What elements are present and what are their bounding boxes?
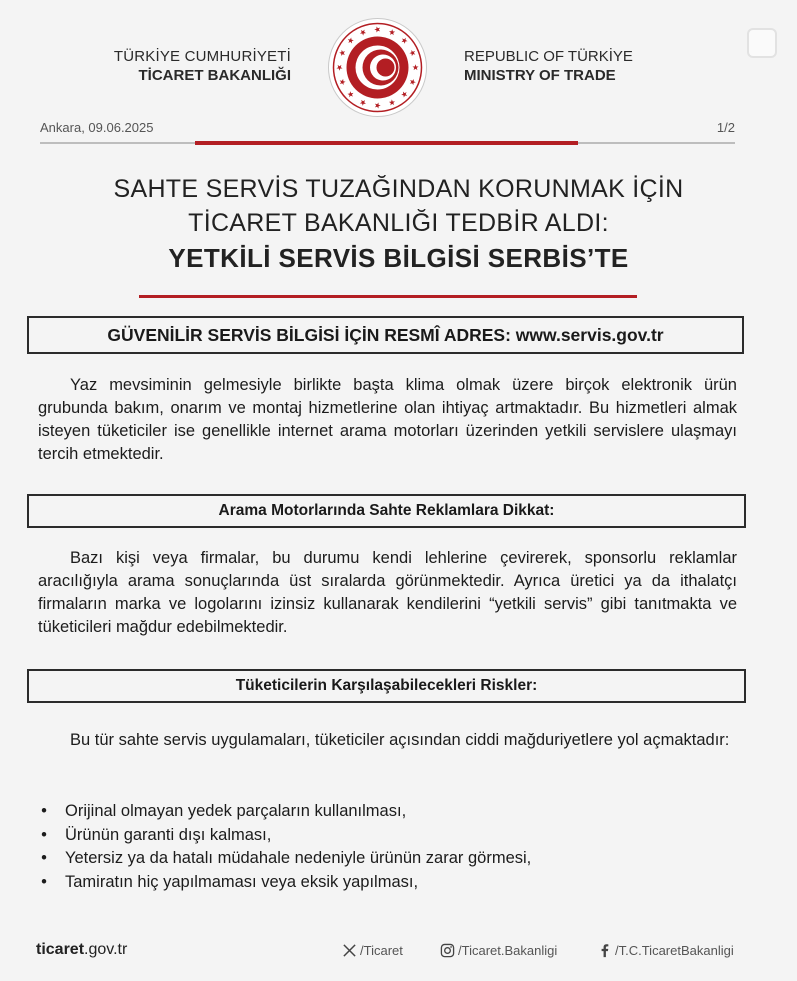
- instagram-icon: [440, 943, 455, 958]
- list-item: [38, 800, 738, 824]
- list-item: [38, 824, 738, 848]
- site-bold: ticaret: [36, 941, 85, 958]
- bullet-icon: •: [41, 849, 47, 867]
- instagram-handle: /Ticaret.Bakanligi: [458, 943, 558, 958]
- header-left-line2: TİCARET BAKANLIĞI: [138, 66, 291, 84]
- title-line3: YETKİLİ SERVİS BİLGİSİ SERBİS’TE: [168, 243, 629, 273]
- document-date: Ankara, 09.06.2025: [40, 120, 154, 135]
- list-item-text: Ürünün garanti dışı kalması,: [65, 825, 272, 844]
- title-line1: SAHTE SERVİS TUZAĞINDAN KORUNMAK İÇİN: [113, 175, 684, 203]
- footer: [36, 941, 739, 963]
- bullet-icon: •: [41, 802, 47, 820]
- header-right-line1: REPUBLIC OF TÜRKİYE: [464, 48, 633, 65]
- header-left: [114, 48, 291, 86]
- list-item: [38, 871, 738, 895]
- facebook-icon: [597, 943, 612, 958]
- risks-paragraph: Bu tür sahte servis uygulamaları, tüketiciler açısından ciddi mağduriyetlere yol açmaktadır:: [70, 731, 730, 749]
- title-underline: [139, 295, 637, 298]
- official-address-box: GÜVENİLİR SERVİS BİLGİSİ İÇİN RESMÎ ADRES: www.servis.gov.tr: [27, 316, 744, 354]
- facebook-handle: /T.C.TicaretBakanligi: [615, 943, 734, 958]
- press-release-title: [0, 172, 797, 276]
- page-number: 1/2: [716, 120, 735, 135]
- site-domain: .gov.tr: [84, 941, 128, 958]
- list-item-text: Yetersiz ya da hatalı müdahale nedeniyle ürünün zarar görmesi,: [65, 849, 532, 867]
- section-heading-risks: Tüketicilerin Karşılaşabilecekleri Riskler:: [27, 669, 746, 703]
- header-right-line2: MINISTRY OF TRADE: [464, 66, 616, 84]
- ministry-seal-icon: [327, 17, 428, 118]
- fake-ads-paragraph: Bazı kişi veya firmalar, bu durumu kendi lehlerine çevirerek, sponsorlu reklamlar aracılığıyla arama sonuçlarında üst sıralarda görünmektedir. Ayrıca üretici ya da ithalatçı firmaların marka ve logolarını izinsiz kullanarak kendilerini “yetkili servis” gibi tanıtmakta ve tüketicileri mağdur edebilmektedir.: [38, 549, 737, 636]
- facebook-social-link[interactable]: [597, 943, 734, 958]
- bullet-icon: •: [41, 872, 47, 891]
- expand-icon[interactable]: [747, 28, 777, 58]
- header-accent-line: [195, 141, 578, 145]
- list-item: [38, 847, 738, 871]
- list-item-text: Tamiratın hiç yapılmaması veya eksik yapılması,: [65, 872, 419, 891]
- bullet-icon: •: [41, 825, 47, 844]
- list-item-text: Orijinal olmayan yedek parçaların kullanılması,: [65, 802, 407, 820]
- intro-paragraph: Yaz mevsiminin gelmesiyle birlikte başta klima olmak üzere birçok elektronik ürün grubunda bakım, onarım ve montaj hizmetlerine olan ihtiyaç artmaktadır. Bu hizmetleri almak isteyen tüketiciler ise genellikle internet arama motorları üzerinden yetkili servislere ulaşmayı tercih etmektedir.: [38, 376, 737, 463]
- header-left-line1: TÜRKİYE CUMHURİYETİ: [113, 48, 291, 65]
- instagram-social-link[interactable]: [440, 943, 557, 958]
- x-handle: /Ticaret: [360, 943, 403, 958]
- x-logo-icon: [342, 943, 357, 958]
- x-social-link[interactable]: [342, 943, 403, 958]
- risk-list: [38, 800, 738, 894]
- header-right: [464, 48, 633, 86]
- section-heading-fake-ads: Arama Motorlarında Sahte Reklamlara Dikkat:: [27, 494, 746, 528]
- title-line2: TİCARET BAKANLIĞI TEDBİR ALDI:: [188, 209, 609, 237]
- website-link[interactable]: [36, 941, 127, 959]
